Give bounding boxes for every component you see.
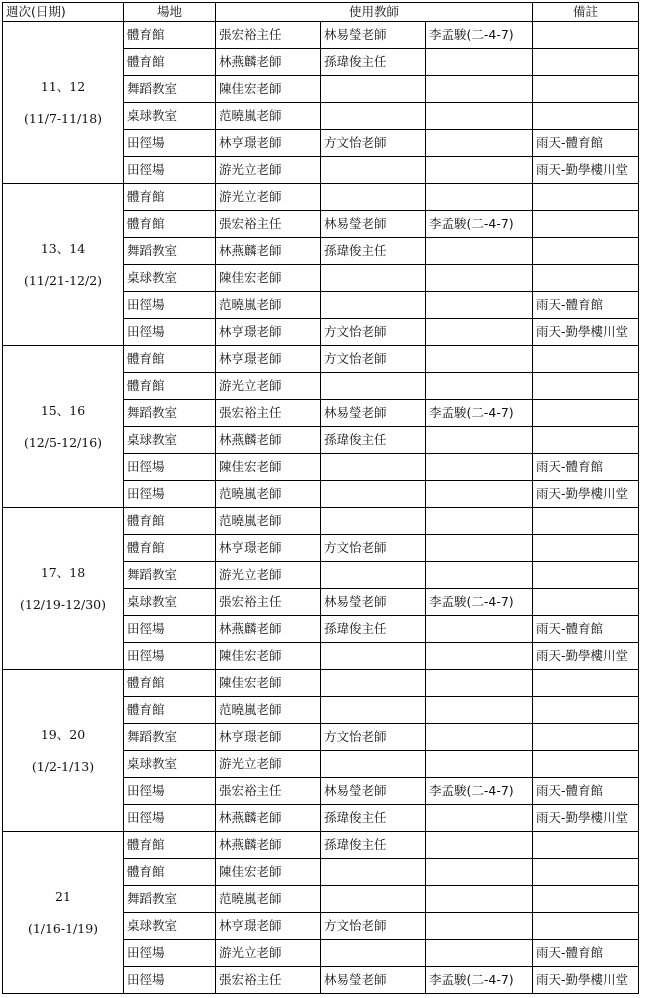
- note-cell: [533, 238, 639, 265]
- teacher-cell-2: 林易瑩老師: [321, 22, 426, 49]
- teacher-cell-1: 陳佳宏老師: [216, 670, 321, 697]
- venue-cell: 體育館: [124, 211, 216, 238]
- teacher-cell-1: 陳佳宏老師: [216, 265, 321, 292]
- teacher-cell-3: [426, 238, 533, 265]
- teacher-cell-1: 林燕麟老師: [216, 805, 321, 832]
- teacher-cell-1: 林燕麟老師: [216, 49, 321, 76]
- note-cell: 雨天-體育館: [533, 454, 639, 481]
- note-cell: 雨天-勤學樓川堂: [533, 157, 639, 184]
- teacher-cell-2: 方文怡老師: [321, 319, 426, 346]
- note-cell: 雨天-勤學樓川堂: [533, 805, 639, 832]
- week-label: 11、12: [40, 78, 86, 94]
- teacher-cell-3: [426, 859, 533, 886]
- week-label: 15、16: [40, 402, 86, 418]
- venue-cell: 田徑場: [124, 454, 216, 481]
- venue-cell: 田徑場: [124, 481, 216, 508]
- teacher-cell-3: [426, 427, 533, 454]
- teacher-cell-1: 范曉嵐老師: [216, 697, 321, 724]
- teacher-cell-3: [426, 157, 533, 184]
- teacher-cell-2: [321, 751, 426, 778]
- table-header: [3, 3, 639, 22]
- teacher-cell-2: 林易瑩老師: [321, 778, 426, 805]
- teacher-cell-1: 林亨璟老師: [216, 535, 321, 562]
- teacher-cell-1: 游光立老師: [216, 184, 321, 211]
- note-cell: [533, 751, 639, 778]
- table-row: [3, 832, 639, 859]
- teacher-cell-3: [426, 724, 533, 751]
- week-date-range: (1/16-1/19): [27, 920, 99, 936]
- teacher-cell-1: 張宏裕主任: [216, 22, 321, 49]
- teacher-cell-3: 李孟駿(二-4-7): [426, 22, 533, 49]
- note-cell: 雨天-勤學樓川堂: [533, 643, 639, 670]
- teacher-cell-1: 林燕麟老師: [216, 427, 321, 454]
- teacher-cell-2: [321, 76, 426, 103]
- venue-cell: 桌球教室: [124, 103, 216, 130]
- venue-cell: 體育館: [124, 535, 216, 562]
- note-cell: [533, 346, 639, 373]
- header-note: 備註: [533, 3, 639, 22]
- teacher-cell-2: 孫瑋俊主任: [321, 805, 426, 832]
- note-cell: [533, 76, 639, 103]
- venue-cell: 田徑場: [124, 940, 216, 967]
- teacher-cell-2: [321, 886, 426, 913]
- teacher-cell-1: 陳佳宏老師: [216, 76, 321, 103]
- venue-cell: 田徑場: [124, 616, 216, 643]
- teacher-cell-3: [426, 751, 533, 778]
- teacher-cell-2: [321, 562, 426, 589]
- week-cell: [3, 184, 124, 346]
- note-cell: [533, 184, 639, 211]
- teacher-cell-3: [426, 886, 533, 913]
- note-cell: [533, 427, 639, 454]
- table-row: [3, 22, 639, 49]
- teacher-cell-2: [321, 454, 426, 481]
- week-group: [3, 346, 639, 508]
- teacher-cell-2: [321, 265, 426, 292]
- note-cell: [533, 400, 639, 427]
- note-cell: [533, 535, 639, 562]
- teacher-cell-3: [426, 616, 533, 643]
- teacher-cell-3: 李孟駿(二-4-7): [426, 778, 533, 805]
- teacher-cell-2: [321, 940, 426, 967]
- venue-cell: 體育館: [124, 859, 216, 886]
- week-date-range: (11/7-11/18): [23, 110, 103, 126]
- teacher-cell-1: 林燕麟老師: [216, 238, 321, 265]
- teacher-cell-1: 陳佳宏老師: [216, 643, 321, 670]
- week-cell: [3, 22, 124, 184]
- note-cell: [533, 22, 639, 49]
- teacher-cell-3: [426, 103, 533, 130]
- venue-cell: 體育館: [124, 832, 216, 859]
- venue-cell: 舞蹈教室: [124, 238, 216, 265]
- teacher-cell-1: 林亨璟老師: [216, 130, 321, 157]
- teacher-cell-3: 李孟駿(二-4-7): [426, 589, 533, 616]
- teacher-cell-1: 游光立老師: [216, 751, 321, 778]
- venue-cell: 舞蹈教室: [124, 562, 216, 589]
- teacher-cell-2: [321, 103, 426, 130]
- teacher-cell-3: [426, 670, 533, 697]
- teacher-cell-1: 范曉嵐老師: [216, 508, 321, 535]
- teacher-cell-1: 張宏裕主任: [216, 778, 321, 805]
- teacher-cell-1: 范曉嵐老師: [216, 103, 321, 130]
- teacher-cell-1: 陳佳宏老師: [216, 859, 321, 886]
- week-group: [3, 670, 639, 832]
- teacher-cell-2: [321, 508, 426, 535]
- header-week: 週次(日期): [3, 3, 124, 22]
- teacher-cell-1: 林亨璟老師: [216, 913, 321, 940]
- note-cell: [533, 859, 639, 886]
- teacher-cell-2: 林易瑩老師: [321, 211, 426, 238]
- venue-cell: 桌球教室: [124, 751, 216, 778]
- note-cell: [533, 913, 639, 940]
- week-label: 19、20: [40, 726, 86, 742]
- teacher-cell-2: [321, 373, 426, 400]
- teacher-cell-2: 孫瑋俊主任: [321, 616, 426, 643]
- teacher-cell-3: [426, 913, 533, 940]
- table-row: [3, 670, 639, 697]
- teacher-cell-3: [426, 832, 533, 859]
- note-cell: 雨天-體育館: [533, 778, 639, 805]
- note-cell: [533, 832, 639, 859]
- teacher-cell-2: [321, 157, 426, 184]
- note-cell: [533, 373, 639, 400]
- teacher-cell-3: [426, 76, 533, 103]
- venue-cell: 舞蹈教室: [124, 886, 216, 913]
- note-cell: [533, 562, 639, 589]
- note-cell: [533, 265, 639, 292]
- teacher-cell-3: [426, 346, 533, 373]
- teacher-cell-2: 孫瑋俊主任: [321, 427, 426, 454]
- week-group: [3, 508, 639, 670]
- venue-cell: 田徑場: [124, 805, 216, 832]
- week-date-range: (1/2-1/13): [31, 758, 95, 774]
- venue-cell: 田徑場: [124, 319, 216, 346]
- teacher-cell-3: [426, 373, 533, 400]
- note-cell: 雨天-體育館: [533, 292, 639, 319]
- week-cell: [3, 670, 124, 832]
- teacher-cell-2: [321, 859, 426, 886]
- week-label: 17、18: [40, 564, 86, 580]
- week-cell: [3, 346, 124, 508]
- teacher-cell-1: 林燕麟老師: [216, 832, 321, 859]
- note-cell: 雨天-體育館: [533, 616, 639, 643]
- teacher-cell-1: 張宏裕主任: [216, 967, 321, 994]
- teacher-cell-3: [426, 265, 533, 292]
- teacher-cell-1: 游光立老師: [216, 157, 321, 184]
- teacher-cell-1: 張宏裕主任: [216, 400, 321, 427]
- teacher-cell-3: [426, 940, 533, 967]
- week-cell: [3, 832, 124, 994]
- schedule-table: [2, 2, 639, 994]
- teacher-cell-2: [321, 184, 426, 211]
- teacher-cell-3: [426, 292, 533, 319]
- note-cell: [533, 103, 639, 130]
- teacher-cell-2: 孫瑋俊主任: [321, 832, 426, 859]
- note-cell: [533, 589, 639, 616]
- teacher-cell-2: 林易瑩老師: [321, 967, 426, 994]
- teacher-cell-2: 方文怡老師: [321, 535, 426, 562]
- header-venue: 場地: [124, 3, 216, 22]
- week-group: [3, 184, 639, 346]
- week-label: 21: [55, 888, 71, 904]
- note-cell: [533, 697, 639, 724]
- teacher-cell-1: 游光立老師: [216, 373, 321, 400]
- teacher-cell-3: [426, 454, 533, 481]
- teacher-cell-3: [426, 319, 533, 346]
- header-row: [3, 3, 639, 22]
- table-row: [3, 508, 639, 535]
- teacher-cell-1: 張宏裕主任: [216, 589, 321, 616]
- venue-cell: 桌球教室: [124, 913, 216, 940]
- teacher-cell-3: [426, 643, 533, 670]
- teacher-cell-3: 李孟駿(二-4-7): [426, 400, 533, 427]
- note-cell: [533, 508, 639, 535]
- teacher-cell-3: [426, 697, 533, 724]
- teacher-cell-2: [321, 481, 426, 508]
- teacher-cell-3: [426, 805, 533, 832]
- header-teachers: 使用教師: [216, 3, 533, 22]
- venue-cell: 體育館: [124, 508, 216, 535]
- week-group: [3, 22, 639, 184]
- note-cell: [533, 670, 639, 697]
- teacher-cell-2: [321, 643, 426, 670]
- venue-cell: 田徑場: [124, 967, 216, 994]
- teacher-cell-1: 張宏裕主任: [216, 211, 321, 238]
- venue-cell: 桌球教室: [124, 589, 216, 616]
- week-label: 13、14: [40, 240, 86, 256]
- teacher-cell-1: 林亨璟老師: [216, 319, 321, 346]
- venue-cell: 體育館: [124, 346, 216, 373]
- teacher-cell-2: 方文怡老師: [321, 913, 426, 940]
- venue-cell: 田徑場: [124, 130, 216, 157]
- venue-cell: 體育館: [124, 49, 216, 76]
- venue-cell: 體育館: [124, 184, 216, 211]
- note-cell: 雨天-勤學樓川堂: [533, 481, 639, 508]
- note-cell: 雨天-勤學樓川堂: [533, 319, 639, 346]
- teacher-cell-1: 林亨璟老師: [216, 346, 321, 373]
- teacher-cell-3: [426, 508, 533, 535]
- venue-cell: 桌球教室: [124, 265, 216, 292]
- teacher-cell-3: [426, 481, 533, 508]
- teacher-cell-2: 林易瑩老師: [321, 400, 426, 427]
- venue-cell: 舞蹈教室: [124, 400, 216, 427]
- venue-cell: 體育館: [124, 22, 216, 49]
- week-date-range: (11/21-12/2): [23, 272, 103, 288]
- teacher-cell-1: 游光立老師: [216, 562, 321, 589]
- venue-cell: 田徑場: [124, 643, 216, 670]
- week-cell: [3, 508, 124, 670]
- venue-cell: 體育館: [124, 697, 216, 724]
- teacher-cell-2: 方文怡老師: [321, 724, 426, 751]
- venue-cell: 舞蹈教室: [124, 724, 216, 751]
- week-date-range: (12/19-12/30): [19, 596, 107, 612]
- note-cell: [533, 211, 639, 238]
- teacher-cell-2: [321, 670, 426, 697]
- teacher-cell-2: [321, 292, 426, 319]
- note-cell: [533, 724, 639, 751]
- venue-cell: 體育館: [124, 670, 216, 697]
- teacher-cell-1: 陳佳宏老師: [216, 454, 321, 481]
- teacher-cell-2: [321, 697, 426, 724]
- teacher-cell-3: [426, 130, 533, 157]
- venue-cell: 田徑場: [124, 778, 216, 805]
- venue-cell: 桌球教室: [124, 427, 216, 454]
- teacher-cell-3: [426, 535, 533, 562]
- teacher-cell-2: 方文怡老師: [321, 346, 426, 373]
- teacher-cell-1: 林亨璟老師: [216, 724, 321, 751]
- teacher-cell-2: 孫瑋俊主任: [321, 238, 426, 265]
- table-row: [3, 346, 639, 373]
- teacher-cell-1: 游光立老師: [216, 940, 321, 967]
- teacher-cell-1: 范曉嵐老師: [216, 886, 321, 913]
- week-date-range: (12/5-12/16): [23, 434, 103, 450]
- venue-cell: 田徑場: [124, 292, 216, 319]
- venue-cell: 田徑場: [124, 157, 216, 184]
- venue-cell: 舞蹈教室: [124, 76, 216, 103]
- table-row: [3, 184, 639, 211]
- teacher-cell-3: [426, 184, 533, 211]
- venue-cell: 體育館: [124, 373, 216, 400]
- teacher-cell-2: 孫瑋俊主任: [321, 49, 426, 76]
- note-cell: [533, 886, 639, 913]
- teacher-cell-3: 李孟駿(二-4-7): [426, 967, 533, 994]
- teacher-cell-2: 林易瑩老師: [321, 589, 426, 616]
- note-cell: 雨天-體育館: [533, 940, 639, 967]
- note-cell: 雨天-體育館: [533, 130, 639, 157]
- week-group: [3, 832, 639, 994]
- teacher-cell-2: 方文怡老師: [321, 130, 426, 157]
- teacher-cell-1: 范曉嵐老師: [216, 292, 321, 319]
- note-cell: [533, 49, 639, 76]
- teacher-cell-3: 李孟駿(二-4-7): [426, 211, 533, 238]
- teacher-cell-3: [426, 562, 533, 589]
- note-cell: 雨天-勤學樓川堂: [533, 967, 639, 994]
- teacher-cell-3: [426, 49, 533, 76]
- teacher-cell-1: 林燕麟老師: [216, 616, 321, 643]
- teacher-cell-1: 范曉嵐老師: [216, 481, 321, 508]
